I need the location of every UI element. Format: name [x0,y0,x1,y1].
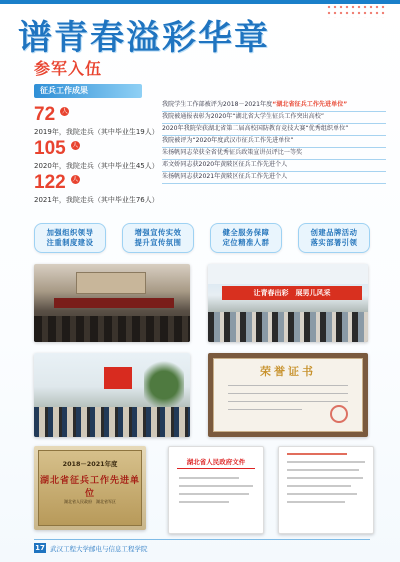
plaque-issuer: 湖北省人民政府 湖北省军区 [64,499,116,504]
stat-2019 [34,104,159,137]
photo-red-banner: 让青春出彩 展男儿风采 [222,286,362,300]
measure-pill-row [34,223,370,253]
footer-divider [34,539,370,540]
pill-line: 落实部署引领 [310,238,358,247]
document-text-line [287,485,351,487]
footer-institution: 武汉工程大学邮电与信息工程学院 [50,544,148,553]
measure-pill-publicity [122,223,194,253]
pill-line: 注重制度建设 [46,238,94,247]
achievement-item [162,112,386,124]
certificate [213,358,363,432]
stat-number: 105 [34,138,66,159]
measure-pill-brand [298,223,370,253]
pill-line: 增强宣传实效 [134,228,182,237]
measure-pill-service [210,223,282,253]
document-red-header [287,453,347,455]
pill-line: 加强组织领导 [46,228,94,237]
document-text-line [287,461,365,463]
achievement-item [162,136,386,148]
plaque [38,450,142,526]
dot-pattern-decoration [326,4,386,18]
photo-send-off-ceremony [34,353,190,437]
photo-notice-document [278,446,374,534]
certificate-text-line [228,393,348,394]
achievement-text: 邓文娇同志获2020年黄陂区征兵工作先进个人 [162,161,288,168]
pill-line: 定位精准人群 [222,238,270,247]
photo-tent [208,264,368,284]
achievement-item [162,124,386,136]
plaque-title: 湖北省征兵工作先进单位 [39,476,140,499]
certificate-text-line [228,385,348,386]
stat-description: 2019年，我院走兵（其中毕业生19人） [34,128,159,136]
photo-stage-screen [76,272,146,294]
document-text-line [287,469,359,471]
certificate-text-line [228,409,302,410]
achievement-text: 我院学生工作部被评为2018－2021年度 [162,101,273,108]
stat-2021 [34,172,159,205]
stat-unit-badge: 人 [72,176,79,183]
seal-icon [330,405,348,423]
achievement-list [162,100,386,184]
photo-honor-certificate [208,353,368,437]
photo-flag [104,367,132,389]
stat-unit-badge: 人 [61,108,68,115]
stat-description: 2021年，我院走兵（其中毕业生76人） [34,196,159,204]
photo-audience [34,316,190,342]
achievement-item [162,172,386,184]
pill-line: 提升宣传氛围 [134,238,182,247]
certificate-title: 荣誉证书 [260,365,316,378]
achievement-text: 我院被评为“2020年度武汉市征兵工作先进单位” [162,137,294,144]
document-text-line [179,501,229,503]
document-text-line [287,493,357,495]
achievement-text: 朱扬帆同志获2021年黄陂区征兵工作先进个人 [162,173,288,180]
achievement-text: 2020年我院荣获湖北省第二届高校国防教育竞技大赛“优秀组织单位” [162,125,349,132]
photo-government-document [168,446,264,534]
section-header [34,84,142,98]
photo-award-plaque [34,446,146,530]
photo-crowd [208,312,368,342]
page-title: 谱青春溢彩华章 [18,18,270,58]
achievement-item [162,100,386,112]
document-red-rule [177,468,255,469]
photo-recruitment-event [208,264,368,342]
achievement-text: 我院被通报表彰为2020年“湖北省大学生征兵工作突出高校” [162,113,324,120]
document-text-line [179,477,239,479]
achievement-item [162,148,386,160]
stat-description: 2020年，我院走兵（其中毕业生45人） [34,162,159,170]
photo-meeting-hall [34,264,190,342]
document-text-line [179,485,253,487]
document-text-line [287,501,345,503]
pill-line: 健全服务保障 [222,228,270,237]
stat-number: 72 [34,104,56,125]
pill-line: 创建品牌活动 [310,228,358,237]
page-subtitle: 参军入伍 [34,59,103,78]
achievement-text: 朱扬帆同志荣获全省优秀征兵政策宣讲员评比一等奖 [162,149,303,156]
section-header-label: 征兵工作成果 [40,86,88,95]
document-text-line [179,493,249,495]
achievement-item [162,160,386,172]
achievement-highlight: “湖北省征兵工作先进单位” [272,101,348,108]
document-text-line [287,477,363,479]
plaque-years: 2018－2021年度 [62,460,118,468]
document-header: 湖北省人民政府文件 [186,458,246,466]
measure-pill-organization [34,223,106,253]
stat-2020 [34,138,159,171]
photo-podium-table [54,298,174,308]
footer [34,543,148,553]
certificate-text-line [228,401,348,402]
stat-number: 122 [34,172,66,193]
page-number: 17 [35,544,45,552]
photo-recruits [34,407,190,437]
stat-unit-badge: 人 [72,142,79,149]
photo-tree [144,357,184,413]
